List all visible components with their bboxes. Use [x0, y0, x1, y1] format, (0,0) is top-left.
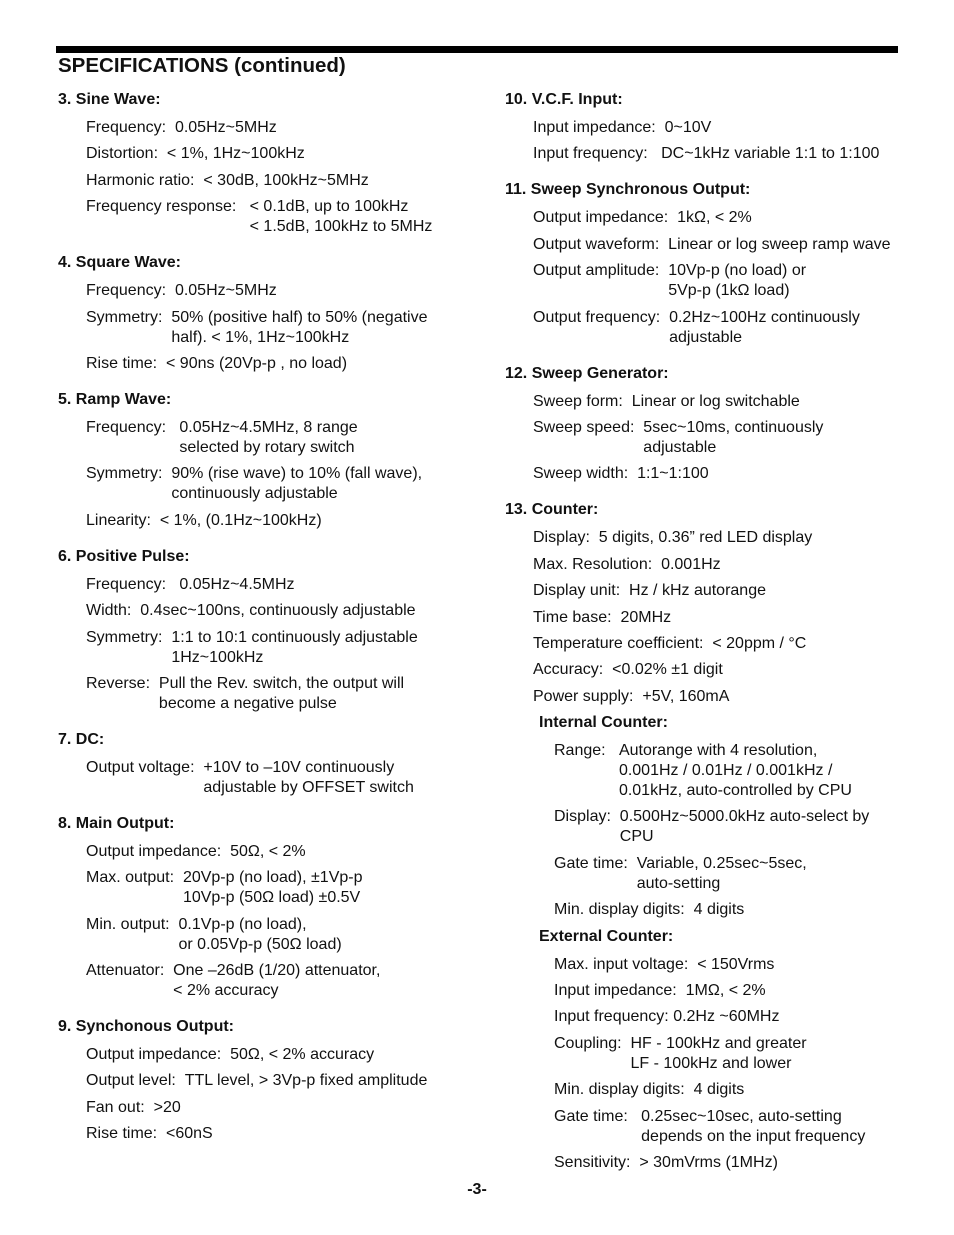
spec-label: Linearity: [86, 511, 160, 529]
spec-item [554, 741, 925, 801]
spec-value: TTL level, > 3Vp-p fixed amplitude [184, 1072, 428, 1090]
spec-value: 50% (positive half) to 50% (negative half). < 1%, 1Hz~100kHz [171, 308, 428, 346]
spec-item [86, 171, 478, 191]
spec-label: Reverse: [86, 674, 159, 692]
spec-label: Coupling: [554, 1034, 631, 1052]
spec-value: 20Vp-p (no load), ±1Vp-p 10Vp-p (50Ω load) ±0.5V [182, 869, 363, 907]
spec-item [86, 511, 478, 531]
spec-label: Gate time: [554, 854, 637, 872]
spec-section [505, 364, 925, 485]
spec-item [554, 1107, 925, 1147]
spec-value: 0.2Hz ~60MHz [673, 1008, 780, 1026]
spec-label: Frequency: [86, 575, 180, 593]
spec-label: Power supply: [533, 687, 643, 705]
spec-label: Output impedance: [86, 1046, 231, 1064]
spec-value: 50Ω, < 2% [230, 842, 306, 860]
section-heading: 3. Sine Wave: [58, 91, 161, 108]
spec-item [533, 208, 925, 228]
spec-value: 0~10V [664, 119, 712, 136]
spec-label: Input impedance: [533, 119, 665, 136]
section-heading: 4. Square Wave: [58, 254, 182, 272]
spec-value: 0.500Hz~5000.0kHz auto-select by CPU [619, 808, 870, 846]
spec-label: Symmetry: [86, 465, 172, 483]
spec-label: Max. output: [86, 869, 183, 887]
spec-value: < 1%, 1Hz~100kHz [166, 145, 305, 163]
spec-value: 5sec~10ms, continuously adjustable [643, 418, 824, 456]
spec-section [58, 730, 478, 798]
spec-label: Temperature coefficient: [533, 634, 713, 652]
spec-item [533, 555, 925, 575]
spec-item [86, 418, 478, 458]
spec-value: < 1%, (0.1Hz~100kHz) [159, 511, 322, 529]
spec-value: <60nS [166, 1125, 213, 1143]
section-heading: 13. Counter: [505, 501, 599, 519]
page-number: -3- [467, 1181, 487, 1198]
spec-item [86, 464, 478, 504]
spec-value: 1MΩ, < 2% [685, 982, 766, 1000]
left-column [58, 90, 478, 1160]
spec-value: 0.05Hz~5MHz [174, 119, 277, 136]
spec-section [505, 90, 925, 164]
spec-item [533, 581, 925, 601]
spec-label: Max. input voltage: [554, 955, 698, 973]
spec-label: Min. display digits: [554, 901, 694, 919]
spec-item [86, 961, 478, 1001]
spec-label: Output frequency: [533, 308, 670, 326]
spec-label: Min. display digits: [554, 1081, 694, 1099]
spec-item [86, 144, 478, 164]
spec-section [58, 814, 478, 1001]
section-heading: 9. Synchonous Output: [58, 1018, 234, 1036]
spec-label: Frequency: [86, 119, 175, 136]
section-heading: 12. Sweep Generator: [505, 364, 669, 382]
spec-item [86, 1098, 478, 1118]
top-rule [56, 46, 898, 53]
spec-label: Time base: [533, 608, 621, 626]
section-heading: 5. Ramp Wave: [58, 390, 172, 408]
spec-label: Sweep speed: [533, 418, 644, 436]
spec-value: 0.05Hz~5MHz [174, 282, 277, 300]
spec-label: Width: [86, 602, 141, 620]
spec-item [533, 464, 925, 484]
spec-value: 1:1 to 10:1 continuously adjustable 1Hz~100kHz [171, 628, 418, 666]
spec-item [554, 854, 925, 894]
spec-value: 0.25sec~10sec, auto-setting depends on the input frequency [641, 1107, 866, 1145]
spec-item [86, 1124, 478, 1144]
spec-value: 4 digits [693, 901, 745, 919]
spec-value: 0.4sec~100ns, continuously adjustable [140, 602, 416, 620]
spec-label: Output waveform: [533, 235, 669, 253]
page-title: SPECIFICATIONS (continued) [58, 54, 346, 77]
section-heading: 10. V.C.F. Input: [505, 91, 623, 108]
spec-item [533, 261, 925, 301]
spec-item [533, 392, 925, 412]
spec-label: Input impedance: [554, 982, 686, 1000]
spec-value: < 30dB, 100kHz~5MHz [203, 171, 369, 189]
spec-label: Frequency: [86, 418, 180, 436]
spec-item [533, 118, 925, 138]
spec-label: Range: [554, 742, 619, 760]
spec-section [58, 253, 478, 374]
section-heading: 7. DC: [58, 730, 105, 748]
spec-value: Autorange with 4 resolution, 0.001Hz / 0.01Hz / 0.001kHz / 0.01kHz, auto-controlled by CPU [618, 742, 852, 800]
spec-value: 5 digits, 0.36” red LED display [598, 529, 813, 547]
spec-item [533, 235, 925, 255]
spec-label: Rise time: [86, 1125, 167, 1143]
spec-item [554, 1034, 925, 1074]
spec-item [533, 418, 925, 458]
right-column [505, 90, 925, 1189]
spec-label: Display: [554, 808, 620, 826]
spec-label: Output voltage: [86, 758, 204, 776]
spec-item [86, 868, 478, 908]
spec-label: Output impedance: [86, 842, 231, 860]
subsection-heading: Internal Counter: [539, 714, 668, 732]
spec-item [554, 900, 925, 920]
spec-item [86, 575, 478, 595]
spec-item [86, 1045, 478, 1065]
spec-item [86, 601, 478, 621]
spec-label: Output amplitude: [533, 262, 669, 280]
spec-label: Frequency response: [86, 198, 250, 216]
spec-item [554, 1080, 925, 1100]
spec-value: 4 digits [693, 1081, 745, 1099]
spec-section [505, 500, 925, 1173]
spec-value: < 150Vrms [697, 955, 775, 973]
spec-value: Pull the Rev. switch, the output will become a negative pulse [158, 674, 405, 712]
section-heading: 11. Sweep Synchronous Output: [505, 181, 751, 199]
spec-value: <0.02% ±1 digit [612, 661, 723, 679]
spec-item [86, 197, 478, 237]
spec-item [554, 1007, 925, 1027]
spec-item [86, 1071, 478, 1091]
spec-value: Variable, 0.25sec~5sec, auto-setting [636, 854, 807, 892]
spec-item [86, 118, 478, 138]
spec-label: Accuracy: [533, 661, 613, 679]
spec-value: HF - 100kHz and greater LF - 100kHz and lower [630, 1034, 807, 1072]
spec-value: > 30mVrms (1MHz) [639, 1153, 778, 1171]
spec-value: Linear or log sweep ramp wave [668, 235, 891, 253]
spec-value: 0.2Hz~100Hz continuously adjustable [669, 308, 860, 346]
spec-item [86, 915, 478, 955]
spec-label: Rise time: [86, 354, 167, 372]
spec-value: One –26dB (1/20) attenuator, < 2% accuracy [173, 962, 381, 1000]
spec-section [58, 90, 478, 237]
spec-item [554, 981, 925, 1001]
spec-item [86, 628, 478, 668]
spec-label: Output level: [86, 1072, 185, 1090]
spec-value: Linear or log switchable [631, 392, 800, 410]
spec-label: Symmetry: [86, 308, 172, 326]
section-heading: 6. Positive Pulse: [58, 547, 190, 565]
spec-item [533, 144, 925, 164]
spec-item [554, 1153, 925, 1173]
spec-label: Sweep form: [533, 392, 632, 410]
spec-value: 0.1Vp-p (no load), or 0.05Vp-p (50Ω load) [178, 915, 342, 953]
spec-value: 0.05Hz~4.5MHz [179, 575, 295, 593]
spec-value: 10Vp-p (no load) or 5Vp-p (1kΩ load) [668, 262, 807, 300]
spec-section [58, 547, 478, 714]
spec-label: Display: [533, 529, 599, 547]
section-heading: 8. Main Output: [58, 814, 175, 832]
spec-value: +5V, 160mA [642, 687, 730, 705]
spec-item [533, 634, 925, 654]
spec-item [533, 687, 925, 707]
spec-item [533, 528, 925, 548]
spec-value: 0.05Hz~4.5MHz, 8 range selected by rotary switch [179, 418, 358, 456]
spec-value: 0.001Hz [661, 555, 721, 573]
spec-item [86, 842, 478, 862]
spec-value: 20MHz [620, 608, 672, 626]
spec-item [533, 660, 925, 680]
spec-label: Min. output: [86, 915, 179, 933]
spec-value: DC~1kHz variable 1:1 to 1:100 [661, 145, 880, 163]
spec-label: Symmetry: [86, 628, 172, 646]
spec-section [58, 390, 478, 531]
spec-label: Harmonic ratio: [86, 171, 204, 189]
spec-value: 50Ω, < 2% accuracy [230, 1046, 375, 1064]
spec-value: 1kΩ, < 2% [677, 209, 752, 227]
spec-item [533, 608, 925, 628]
spec-section [58, 1017, 478, 1144]
spec-value: +10V to –10V continuously adjustable by OFFSET switch [203, 758, 414, 796]
subsection-heading: External Counter: [539, 927, 674, 945]
spec-section [505, 180, 925, 347]
spec-label: Fan out: [86, 1098, 154, 1116]
spec-value: Hz / kHz autorange [629, 582, 766, 600]
spec-label: Display unit: [533, 582, 630, 600]
spec-label: Frequency: [86, 282, 175, 300]
spec-value: < 90ns (20Vp-p , no load) [166, 354, 348, 372]
spec-label: Sensitivity: [554, 1153, 640, 1171]
spec-label: Input frequency: [533, 145, 662, 163]
spec-item [533, 308, 925, 348]
spec-label: Sweep width: [533, 465, 638, 483]
spec-item [554, 807, 925, 847]
spec-label: Gate time: [554, 1107, 642, 1125]
spec-label: Distortion: [86, 145, 167, 163]
spec-label: Attenuator: [86, 962, 174, 980]
spec-item [86, 758, 478, 798]
spec-item [86, 308, 478, 348]
spec-item [86, 674, 478, 714]
spec-item [86, 354, 478, 374]
spec-value: < 0.1dB, up to 100kHz < 1.5dB, 100kHz to 5MHz [249, 198, 433, 236]
spec-label: Input frequency: [554, 1008, 674, 1026]
spec-label: Output impedance: [533, 209, 678, 227]
spec-item [86, 281, 478, 301]
spec-value: 1:1~1:100 [637, 465, 709, 483]
spec-label: Max. Resolution: [533, 555, 662, 573]
spec-item [554, 955, 925, 975]
spec-value: >20 [153, 1098, 181, 1116]
spec-value: 90% (rise wave) to 10% (fall wave), continuously adjustable [171, 465, 423, 503]
spec-value: < 20ppm / °C [712, 634, 807, 652]
